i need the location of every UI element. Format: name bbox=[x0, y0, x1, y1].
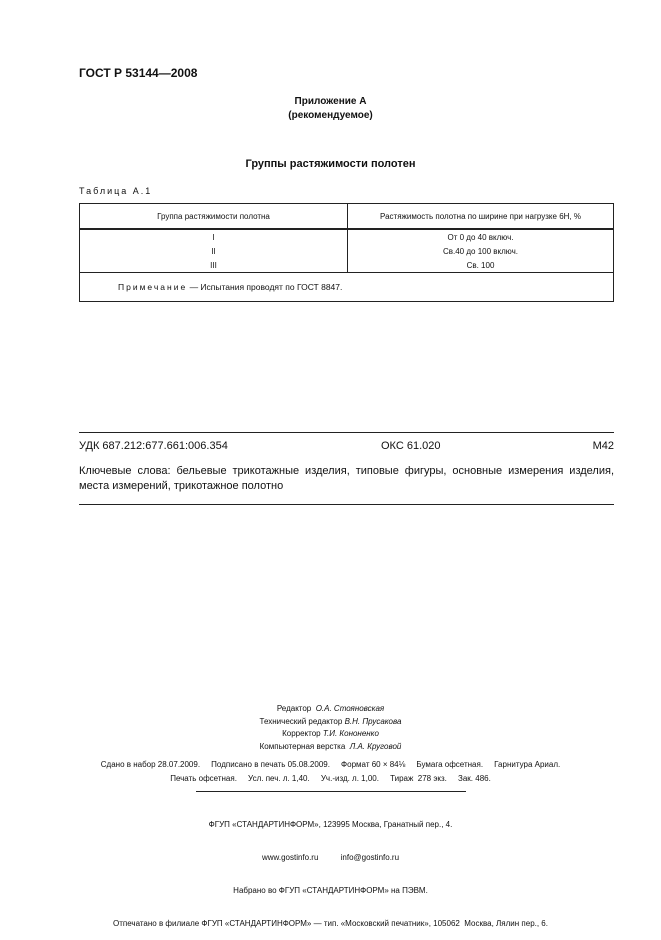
column-header-stretch: Растяжимость полотна по ширине при нагрузке 6Н, % bbox=[348, 204, 614, 230]
cell-group: II bbox=[80, 244, 348, 258]
keywords: Ключевые слова: бельевые трикотажные изделия, типовые фигуры, основные измерения изделия, места измерений, трикотажное полотно bbox=[79, 465, 614, 492]
publisher-address: ФГУП «СТАНДАРТИНФОРМ», 123995 Москва, Гранатный пер., 4. bbox=[208, 820, 453, 829]
cell-group: I bbox=[80, 229, 348, 244]
cell-value: От 0 до 40 включ. bbox=[348, 229, 614, 244]
note-label: Примечание bbox=[118, 282, 188, 292]
layout-line: Компьютерная верстка Л.А. Круговой bbox=[259, 741, 402, 751]
table-row bbox=[80, 229, 614, 244]
tech-editor-line: Технический редактор В.Н. Прусакова bbox=[259, 716, 402, 726]
table-note-row bbox=[80, 273, 614, 302]
cell-value: Св.40 до 100 включ. bbox=[348, 244, 614, 258]
typeset-line: Набрано во ФГУП «СТАНДАРТИНФОРМ» на ПЭВМ. bbox=[233, 886, 428, 895]
table-note bbox=[80, 273, 614, 302]
corrector-line: Корректор Т.И. Кононенко bbox=[282, 729, 379, 738]
cell-value: Св. 100 bbox=[348, 258, 614, 273]
table-label: Таблица А.1 bbox=[79, 186, 153, 196]
oks-code: ОКС 61.020 bbox=[381, 440, 441, 452]
credits-block bbox=[0, 703, 661, 753]
appendix-title: Приложение А bbox=[294, 96, 367, 107]
printed-line: Отпечатано в филиале ФГУП «СТАНДАРТИНФОРМ» — тип. «Московский печатник», 105062 Москва, Лялин пер., 6. bbox=[113, 919, 548, 928]
divider bbox=[79, 504, 614, 505]
divider bbox=[196, 791, 466, 792]
group-code: М42 bbox=[592, 440, 614, 452]
column-header-group: Группа растяжимости полотна bbox=[80, 204, 348, 230]
appendix-subtitle: (рекомендуемое) bbox=[288, 110, 373, 121]
table-row bbox=[80, 244, 614, 258]
publisher-web: www.gostinfo.ru info@gostinfo.ru bbox=[261, 853, 400, 862]
printing-line-2: Печать офсетная. Усл. печ. л. 1,40. Уч.-изд. л. 1,00. Тираж 278 экз. Зак. 486. bbox=[170, 774, 491, 783]
standard-number: ГОСТ Р 53144—2008 bbox=[79, 66, 198, 80]
divider bbox=[79, 432, 614, 433]
section-title: Группы растяжимости полотен bbox=[245, 158, 416, 170]
udk-code: УДК 687.212:677.661:006.354 bbox=[79, 440, 228, 452]
publisher-block bbox=[0, 797, 661, 940]
table-row bbox=[80, 258, 614, 273]
note-text: — Испытания проводят по ГОСТ 8847. bbox=[187, 282, 343, 292]
stretch-groups-table bbox=[79, 203, 614, 302]
editor-line: Редактор О.А. Стояновская bbox=[276, 704, 385, 713]
cell-group: III bbox=[80, 258, 348, 273]
printing-line-1: Сдано в набор 28.07.2009. Подписано в печать 05.08.2009. Формат 60 × 84⅛ Бумага офсетная. Гарнитура Ариал. bbox=[100, 760, 561, 769]
